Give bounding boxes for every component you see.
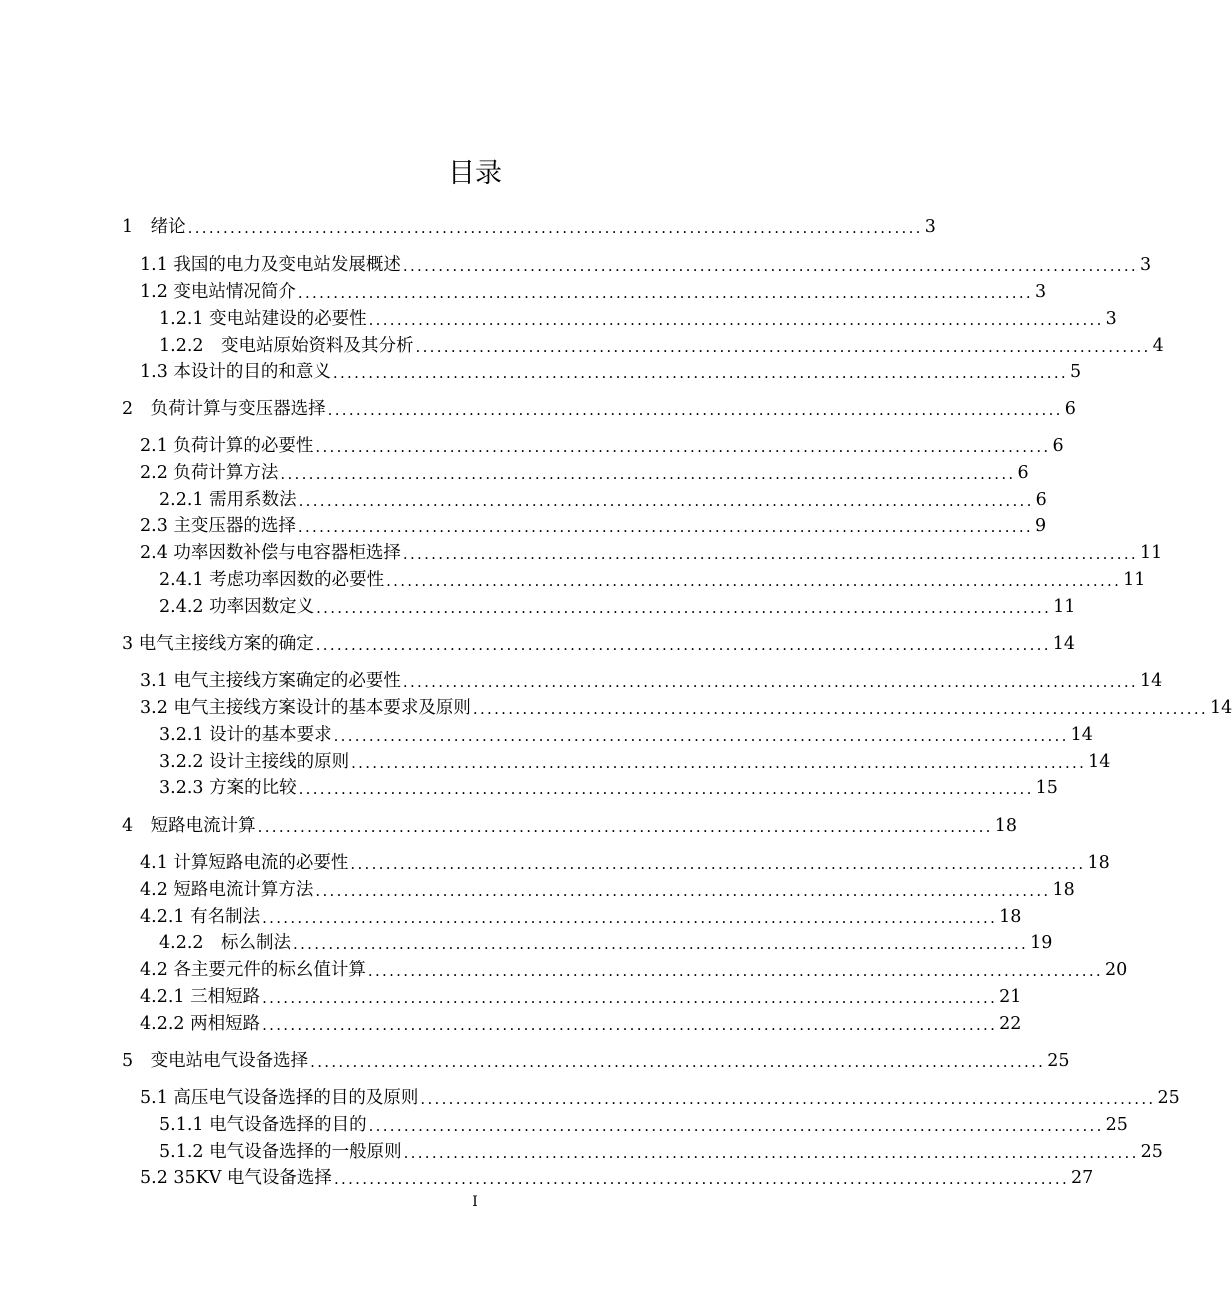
toc-leader-dots: ........................................................................................................ (262, 1016, 998, 1034)
toc-entry[interactable] (122, 1048, 1070, 1072)
toc-entry-page: 3 (1105, 309, 1117, 329)
toc-entry-label: 1.2 变电站情况简介 (140, 282, 296, 302)
toc-entry-page: 3 (1139, 255, 1152, 275)
toc-entry[interactable] (159, 333, 1164, 357)
toc-entry[interactable] (159, 487, 1047, 511)
toc-entry-label: 2.3 主变压器的选择 (140, 516, 296, 536)
toc-entry[interactable] (140, 433, 1064, 457)
toc-entry[interactable] (122, 631, 1076, 655)
toc-leader-dots: ........................................................................................................ (316, 599, 1052, 617)
toc-entry[interactable] (140, 1085, 1180, 1109)
toc-entry[interactable] (140, 252, 1152, 276)
toc-entry-label: 2.2.1 需用系数法 (159, 490, 297, 510)
toc-leader-dots: ........................................................................................................ (368, 311, 1104, 329)
toc-entry-page: 25 (1157, 1088, 1180, 1108)
toc-entry-page: 27 (1071, 1168, 1094, 1188)
toc-entry[interactable] (140, 877, 1075, 901)
toc-entry-label: 4.2.1 有名制法 (140, 907, 261, 927)
toc-entry-page: 20 (1104, 960, 1128, 980)
toc-entry[interactable] (140, 359, 1082, 383)
toc-leader-dots: ........................................................................................................ (280, 465, 1016, 483)
toc-entry-page: 3 (924, 217, 936, 237)
toc-leader-dots: ........................................................................................................ (298, 780, 1034, 798)
toc-entry-label: 5.1.2 电气设备选择的一般原则 (159, 1142, 402, 1162)
toc-leader-dots: ........................................................................................................ (403, 1144, 1139, 1162)
toc-entry-label: 4.2.1 三相短路 (140, 987, 261, 1007)
toc-entry[interactable] (159, 775, 1058, 799)
toc-leader-dots: ........................................................................................................ (402, 257, 1138, 275)
toc-title: 目录 (448, 158, 502, 189)
toc-entry-label: 5.1.1 电气设备选择的目的 (159, 1115, 367, 1135)
toc-entry[interactable] (159, 722, 1093, 746)
toc-leader-dots: ........................................................................................................ (297, 284, 1033, 302)
toc-leader-dots: ........................................................................................................ (327, 401, 1063, 419)
toc-entry-page: 14 (1070, 725, 1093, 745)
toc-leader-dots: ........................................................................................................ (472, 700, 1208, 718)
toc-entry-page: 25 (1105, 1115, 1128, 1135)
toc-leader-dots: ........................................................................................................ (333, 727, 1069, 745)
toc-entry-page: 14 (1088, 752, 1111, 772)
toc-entry[interactable] (159, 1139, 1163, 1163)
toc-leader-dots: ........................................................................................................ (351, 754, 1087, 772)
toc-entry-page: 21 (999, 987, 1022, 1007)
toc-entry-page: 6 (1035, 490, 1047, 510)
toc-leader-dots: ........................................................................................................ (293, 935, 1029, 953)
toc-entry-label: 3.2.2 设计主接线的原则 (159, 752, 350, 772)
toc-leader-dots: ........................................................................................................ (315, 882, 1051, 900)
toc-entry[interactable] (140, 1165, 1094, 1189)
toc-entry[interactable] (159, 306, 1117, 330)
toc-entry-label: 2.2 负荷计算方法 (140, 463, 279, 483)
toc-leader-dots: ........................................................................................................ (315, 636, 1051, 654)
toc-entry-label: 2.4.2 功率因数定义 (159, 597, 315, 617)
toc-entry[interactable] (140, 957, 1128, 981)
toc-leader-dots: ........................................................................................................ (386, 572, 1122, 590)
toc-entry[interactable] (140, 279, 1047, 303)
toc-entry-label: 3 电气主接线方案的确定 (122, 634, 314, 654)
toc-entry-label: 4 短路电流计算 (122, 816, 256, 836)
toc-entry-page: 11 (1139, 543, 1163, 563)
toc-entry-page: 11 (1123, 570, 1146, 590)
toc-entry[interactable] (159, 567, 1146, 591)
toc-entry-page: 18 (1087, 853, 1110, 873)
toc-entry-page: 9 (1034, 516, 1047, 536)
toc-entry-label: 5.2 35KV 电气设备选择 (140, 1168, 332, 1188)
toc-leader-dots: ........................................................................................................ (415, 338, 1151, 356)
toc-leader-dots: ........................................................................................................ (333, 1170, 1070, 1188)
toc-entry-label: 4.2 短路电流计算方法 (140, 880, 314, 900)
toc-entry-page: 3 (1034, 282, 1047, 302)
toc-entry-page: 18 (999, 907, 1022, 927)
toc-entry-label: 5.1 高压电气设备选择的目的及原则 (140, 1088, 419, 1108)
toc-entry-label: 1 绪论 (122, 217, 186, 237)
toc-entry-label: 4.2 各主要元件的标幺值计算 (140, 960, 366, 980)
toc-entry-label: 1.2.1 变电站建设的必要性 (159, 309, 367, 329)
toc-entry-label: 4.2.2 两相短路 (140, 1014, 261, 1034)
toc-entry-label: 2.4.1 考虑功率因数的必要性 (159, 570, 385, 590)
toc-entry[interactable] (159, 594, 1076, 618)
toc-leader-dots: ........................................................................................................ (262, 909, 998, 927)
toc-entry-label: 1.2.2 变电站原始资料及其分析 (159, 336, 414, 356)
toc-entry-label: 2.4 功率因数补偿与电容器柜选择 (140, 543, 401, 563)
toc-entry-label: 3.2 电气主接线方案设计的基本要求及原则 (140, 698, 471, 718)
page-number: I (472, 1194, 478, 1210)
toc-leader-dots: ........................................................................................................ (315, 438, 1051, 456)
toc-entry[interactable] (140, 540, 1163, 564)
toc-leader-dots: ........................................................................................................ (332, 364, 1068, 382)
toc-leader-dots: ........................................................................................................ (297, 518, 1033, 536)
toc-entry-page: 14 (1209, 698, 1232, 718)
toc-entry-page: 6 (1064, 399, 1076, 419)
toc-entry-label: 2.1 负荷计算的必要性 (140, 436, 314, 456)
toc-entry[interactable] (159, 1112, 1128, 1136)
toc-entry-label: 3.1 电气主接线方案确定的必要性 (140, 671, 401, 691)
toc-leader-dots: ........................................................................................................ (350, 855, 1086, 873)
toc-entry-label: 5 变电站电气设备选择 (122, 1051, 309, 1071)
toc-entry[interactable] (140, 668, 1163, 692)
toc-entry-page: 11 (1053, 597, 1076, 617)
toc-leader-dots: ........................................................................................................ (368, 1117, 1104, 1135)
toc-leader-dots: ........................................................................................................ (420, 1090, 1156, 1108)
toc-entry[interactable] (122, 813, 1017, 837)
toc-entry-page: 18 (994, 816, 1017, 836)
toc-entry-label: 4.1 计算短路电流的必要性 (140, 853, 349, 873)
toc-entry-label: 1.1 我国的电力及变电站发展概述 (140, 255, 401, 275)
toc-entry-page: 25 (1140, 1142, 1163, 1162)
toc-entry[interactable] (140, 904, 1022, 928)
toc-entry-label: 4.2.2 标么制法 (159, 933, 292, 953)
toc-entry-page: 25 (1047, 1051, 1070, 1071)
toc-leader-dots: ........................................................................................................ (402, 673, 1138, 691)
toc-entry[interactable] (140, 460, 1029, 484)
toc-entry[interactable] (140, 695, 1232, 719)
toc-entry-page: 5 (1069, 362, 1082, 382)
toc-entry-label: 1.3 本设计的目的和意义 (140, 362, 331, 382)
toc-leader-dots: ........................................................................................................ (257, 818, 993, 836)
toc-leader-dots: ........................................................................................................ (298, 492, 1034, 510)
toc-leader-dots: ........................................................................................................ (262, 989, 998, 1007)
toc-entry-page: 14 (1139, 671, 1163, 691)
toc-leader-dots: ........................................................................................................ (187, 219, 923, 237)
toc-entry-page: 4 (1152, 336, 1164, 356)
toc-entry-page: 18 (1052, 880, 1075, 900)
toc-entry[interactable] (159, 930, 1053, 954)
toc-entry[interactable] (140, 850, 1110, 874)
toc-entry[interactable] (140, 984, 1022, 1008)
toc-entry-page: 6 (1017, 463, 1029, 483)
toc-entry-page: 6 (1052, 436, 1064, 456)
toc-entry[interactable] (140, 1011, 1022, 1035)
toc-entry-label: 3.2.1 设计的基本要求 (159, 725, 332, 745)
toc-entry[interactable] (122, 396, 1076, 420)
toc-leader-dots: ........................................................................................................ (367, 962, 1103, 980)
toc-entry-page: 15 (1035, 778, 1058, 798)
toc-entry[interactable] (159, 749, 1111, 773)
toc-entry-label: 3.2.3 方案的比较 (159, 778, 297, 798)
toc-leader-dots: ........................................................................................................ (310, 1053, 1046, 1071)
toc-entry[interactable] (140, 513, 1047, 537)
toc-entry-page: 22 (999, 1014, 1022, 1034)
toc-entry-page: 14 (1052, 634, 1076, 654)
toc-entry[interactable] (122, 214, 936, 238)
toc-leader-dots: ........................................................................................................ (402, 545, 1138, 563)
toc-entry-page: 19 (1030, 933, 1053, 953)
toc-entry-label: 2 负荷计算与变压器选择 (122, 399, 326, 419)
